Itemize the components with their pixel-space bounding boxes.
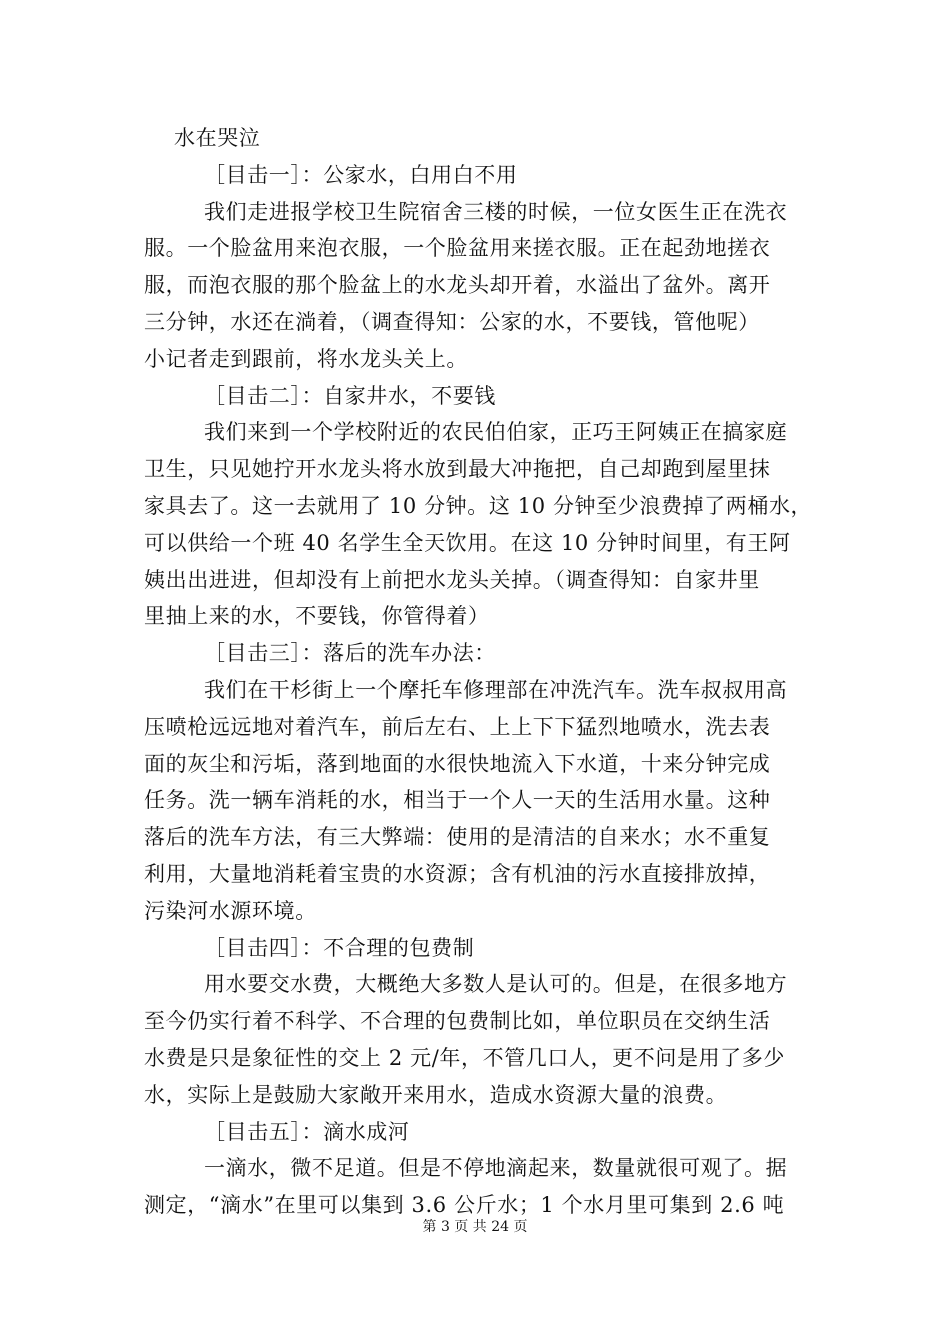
document-body: [144, 120, 814, 1224]
paragraph-line: 一滴水，微不足道。但是不停地滴起来，数量就很可观了。据: [204, 1156, 788, 1181]
section-heading-1: ［目击一］：公家水，白用白不用: [204, 162, 518, 187]
paragraph-line: 压喷枪远远地对着汽车，前后左右、上上下下猛烈地喷水，洗去表: [144, 714, 771, 739]
paragraph-line: 里抽上来的水，不要钱，你管得着）: [144, 604, 490, 629]
paragraph-line: 利用，大量地消耗着宝贵的水资源；含有机油的污水直接排放掉，: [144, 861, 771, 886]
section-heading-4: ［目击四］：不合理的包费制: [204, 935, 475, 960]
paragraph-line: 面的灰尘和污垢，落到地面的水很快地流入下水道，十来分钟完成: [144, 751, 771, 776]
paragraph-line: 我们在干杉街上一个摩托车修理部在冲洗汽车。洗车叔叔用高: [204, 677, 788, 702]
paragraph-line: 用水要交水费，大概绝大多数人是认可的。但是，在很多地方: [204, 972, 788, 997]
section-heading-3: ［目击三］：落后的洗车办法：: [204, 641, 496, 666]
paragraph-line: 水费是只是象征性的交上 2 元/年，不管几口人，更不问是用了多少: [144, 1045, 785, 1070]
paragraph-line: 可以供给一个班 40 名学生全天饮用。在这 10 分钟时间里，有王阿: [144, 530, 791, 555]
paragraph-line: 卫生，只见她拧开水龙头将水放到最大冲拖把，自己却跑到屋里抹: [144, 457, 771, 482]
paragraph-line: 落后的洗车方法，有三大弊端：使用的是清洁的自来水；水不重复: [144, 825, 771, 850]
paragraph-line: 三分钟，水还在淌着，（调查得知：公家的水，不要钱，管他呢）: [144, 309, 760, 334]
paragraph-line: 至今仍实行着不科学、不合理的包费制比如，单位职员在交纳生活: [144, 1009, 771, 1034]
paragraph-line: 测定，“滴水”在里可以集到 3.6 公斤水；1 个水月里可集到 2.6 吨: [144, 1193, 785, 1218]
paragraph-line: 姨出出进进，但却没有上前把水龙头关掉。（调查得知：自家井里: [144, 567, 760, 592]
page-number-footer: 第 3 页 共 24 页: [422, 1219, 528, 1235]
document-title: 水在哭泣: [174, 126, 261, 150]
paragraph-line: 我们走进报学校卫生院宿舍三楼的时候，一位女医生正在洗衣: [204, 199, 788, 224]
paragraph-line: 小记者走到跟前，将水龙头关上。: [144, 346, 468, 371]
paragraph-line: 我们来到一个学校附近的农民伯伯家，正巧王阿姨正在搞家庭: [204, 420, 788, 445]
paragraph-line: 家具去了。这一去就用了 10 分钟。这 10 分钟至少浪费掉了两桶水，: [144, 493, 813, 518]
paragraph-line: 服，而泡衣服的那个脸盆上的水龙头却开着，水溢出了盆外。离开: [144, 273, 771, 298]
paragraph-line: 水，实际上是鼓励大家敞开来用水，造成水资源大量的浪费。: [144, 1082, 728, 1107]
section-heading-2: ［目击二］：自家井水，不要钱: [204, 383, 496, 408]
paragraph-line: 污染河水源环境。: [144, 898, 317, 923]
paragraph-line: 任务。洗一辆车消耗的水，相当于一个人一天的生活用水量。这种: [144, 788, 771, 813]
paragraph-line: 服。一个脸盆用来泡衣服，一个脸盆用来搓衣服。正在起劲地搓衣: [144, 236, 771, 261]
section-heading-5: ［目击五］：滴水成河: [204, 1119, 410, 1144]
